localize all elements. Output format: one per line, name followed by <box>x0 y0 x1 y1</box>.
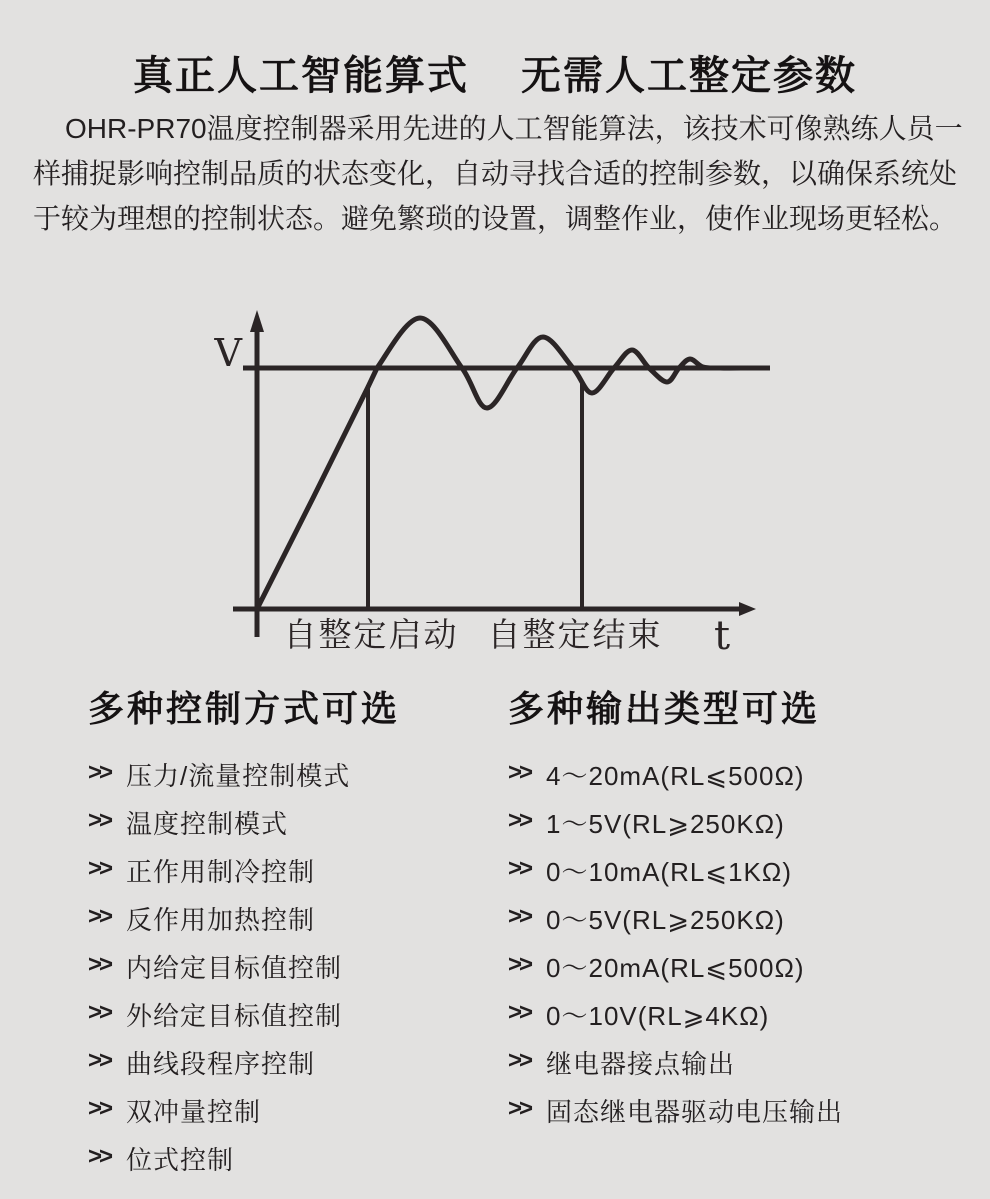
chart-svg <box>210 298 770 660</box>
list-item <box>508 750 843 798</box>
chevron-marker-icon: >> <box>88 903 111 930</box>
list-item-label: 曲线段程序控制 <box>126 1048 316 1079</box>
list-item <box>508 1086 843 1134</box>
chevron-marker-icon: >> <box>508 951 531 978</box>
list-item-label: 继电器接点输出 <box>546 1048 736 1079</box>
chevron-marker-icon: >> <box>508 807 531 834</box>
list-item-label: 0～10mA(RL⩽1KΩ) <box>546 856 792 887</box>
chevron-marker-icon: >> <box>508 1095 531 1122</box>
list-item-label: 反作用加热控制 <box>126 904 316 935</box>
list-item <box>508 894 843 942</box>
list-item <box>88 798 400 846</box>
chevron-marker-icon: >> <box>508 759 531 786</box>
list-item <box>88 894 400 942</box>
list-item-label: 双冲量控制 <box>126 1096 262 1127</box>
intro-paragraph <box>33 106 965 241</box>
tuning-end-label: 自整定结束 <box>487 615 663 654</box>
chevron-marker-icon: >> <box>88 855 111 882</box>
chevron-marker-icon: >> <box>88 1047 111 1074</box>
chevron-marker-icon: >> <box>88 807 111 834</box>
chevron-marker-icon: >> <box>508 1047 531 1074</box>
list-item <box>508 990 843 1038</box>
chevron-marker-icon: >> <box>508 999 531 1026</box>
control-modes-heading: 多种控制方式可选 <box>88 688 401 729</box>
self-tuning-chart <box>210 298 770 660</box>
list-item <box>88 1038 400 1086</box>
x-axis-label: t <box>713 613 731 659</box>
list-item <box>88 1134 400 1182</box>
output-types-section <box>508 688 843 1134</box>
chevron-marker-icon: >> <box>88 1095 111 1122</box>
page-title-part2: 无需人工整定参数 <box>521 54 857 98</box>
intro-line: OHR-PR70温度控制器采用先进的人工智能算法，该技术可像熟练人员一 <box>65 113 963 144</box>
list-item-label: 0～10V(RL⩾4KΩ) <box>546 1000 770 1031</box>
x-axis-arrow-icon <box>739 602 756 616</box>
list-item <box>508 942 843 990</box>
output-types-heading: 多种输出类型可选 <box>508 688 821 729</box>
control-modes-list <box>88 750 400 1182</box>
list-item <box>508 1038 843 1086</box>
list-item <box>88 942 400 990</box>
list-item <box>508 798 843 846</box>
y-axis-label: V <box>214 331 242 375</box>
output-types-list <box>508 750 843 1134</box>
list-item <box>88 990 400 1038</box>
list-item-label: 温度控制模式 <box>126 808 289 839</box>
control-modes-section <box>88 688 400 1182</box>
list-item-label: 内给定目标值控制 <box>126 952 343 983</box>
page-title <box>0 44 990 101</box>
list-item <box>508 846 843 894</box>
y-axis-arrow-icon <box>250 310 264 332</box>
list-item-label: 正作用制冷控制 <box>126 856 316 887</box>
chevron-marker-icon: >> <box>88 759 111 786</box>
chevron-marker-icon: >> <box>508 855 531 882</box>
list-item-label: 0～20mA(RL⩽500Ω) <box>546 952 805 983</box>
page-title-part1: 真正人工智能算式 <box>133 54 469 98</box>
list-item-label: 位式控制 <box>126 1144 235 1175</box>
response-curve <box>257 318 747 609</box>
list-item-label: 固态继电器驱动电压输出 <box>546 1096 844 1127</box>
chevron-marker-icon: >> <box>88 951 111 978</box>
list-item <box>88 750 400 798</box>
intro-line: 样捕捉影响控制品质的状态变化，自动寻找合适的控制参数，以确保系统处 <box>33 158 958 189</box>
list-item-label: 外给定目标值控制 <box>126 1000 343 1031</box>
chevron-marker-icon: >> <box>88 1143 111 1170</box>
chevron-marker-icon: >> <box>88 999 111 1026</box>
list-item-label: 1～5V(RL⩾250KΩ) <box>546 808 785 839</box>
list-item <box>88 1086 400 1134</box>
list-item-label: 压力/流量控制模式 <box>126 760 351 791</box>
list-item-label: 4～20mA(RL⩽500Ω) <box>546 760 805 791</box>
list-item <box>88 846 400 894</box>
intro-line: 于较为理想的控制状态。避免繁琐的设置，调整作业，使作业现场更轻松。 <box>33 203 958 234</box>
chevron-marker-icon: >> <box>508 903 531 930</box>
tuning-start-label: 自整定启动 <box>283 615 459 654</box>
list-item-label: 0～5V(RL⩾250KΩ) <box>546 904 785 935</box>
